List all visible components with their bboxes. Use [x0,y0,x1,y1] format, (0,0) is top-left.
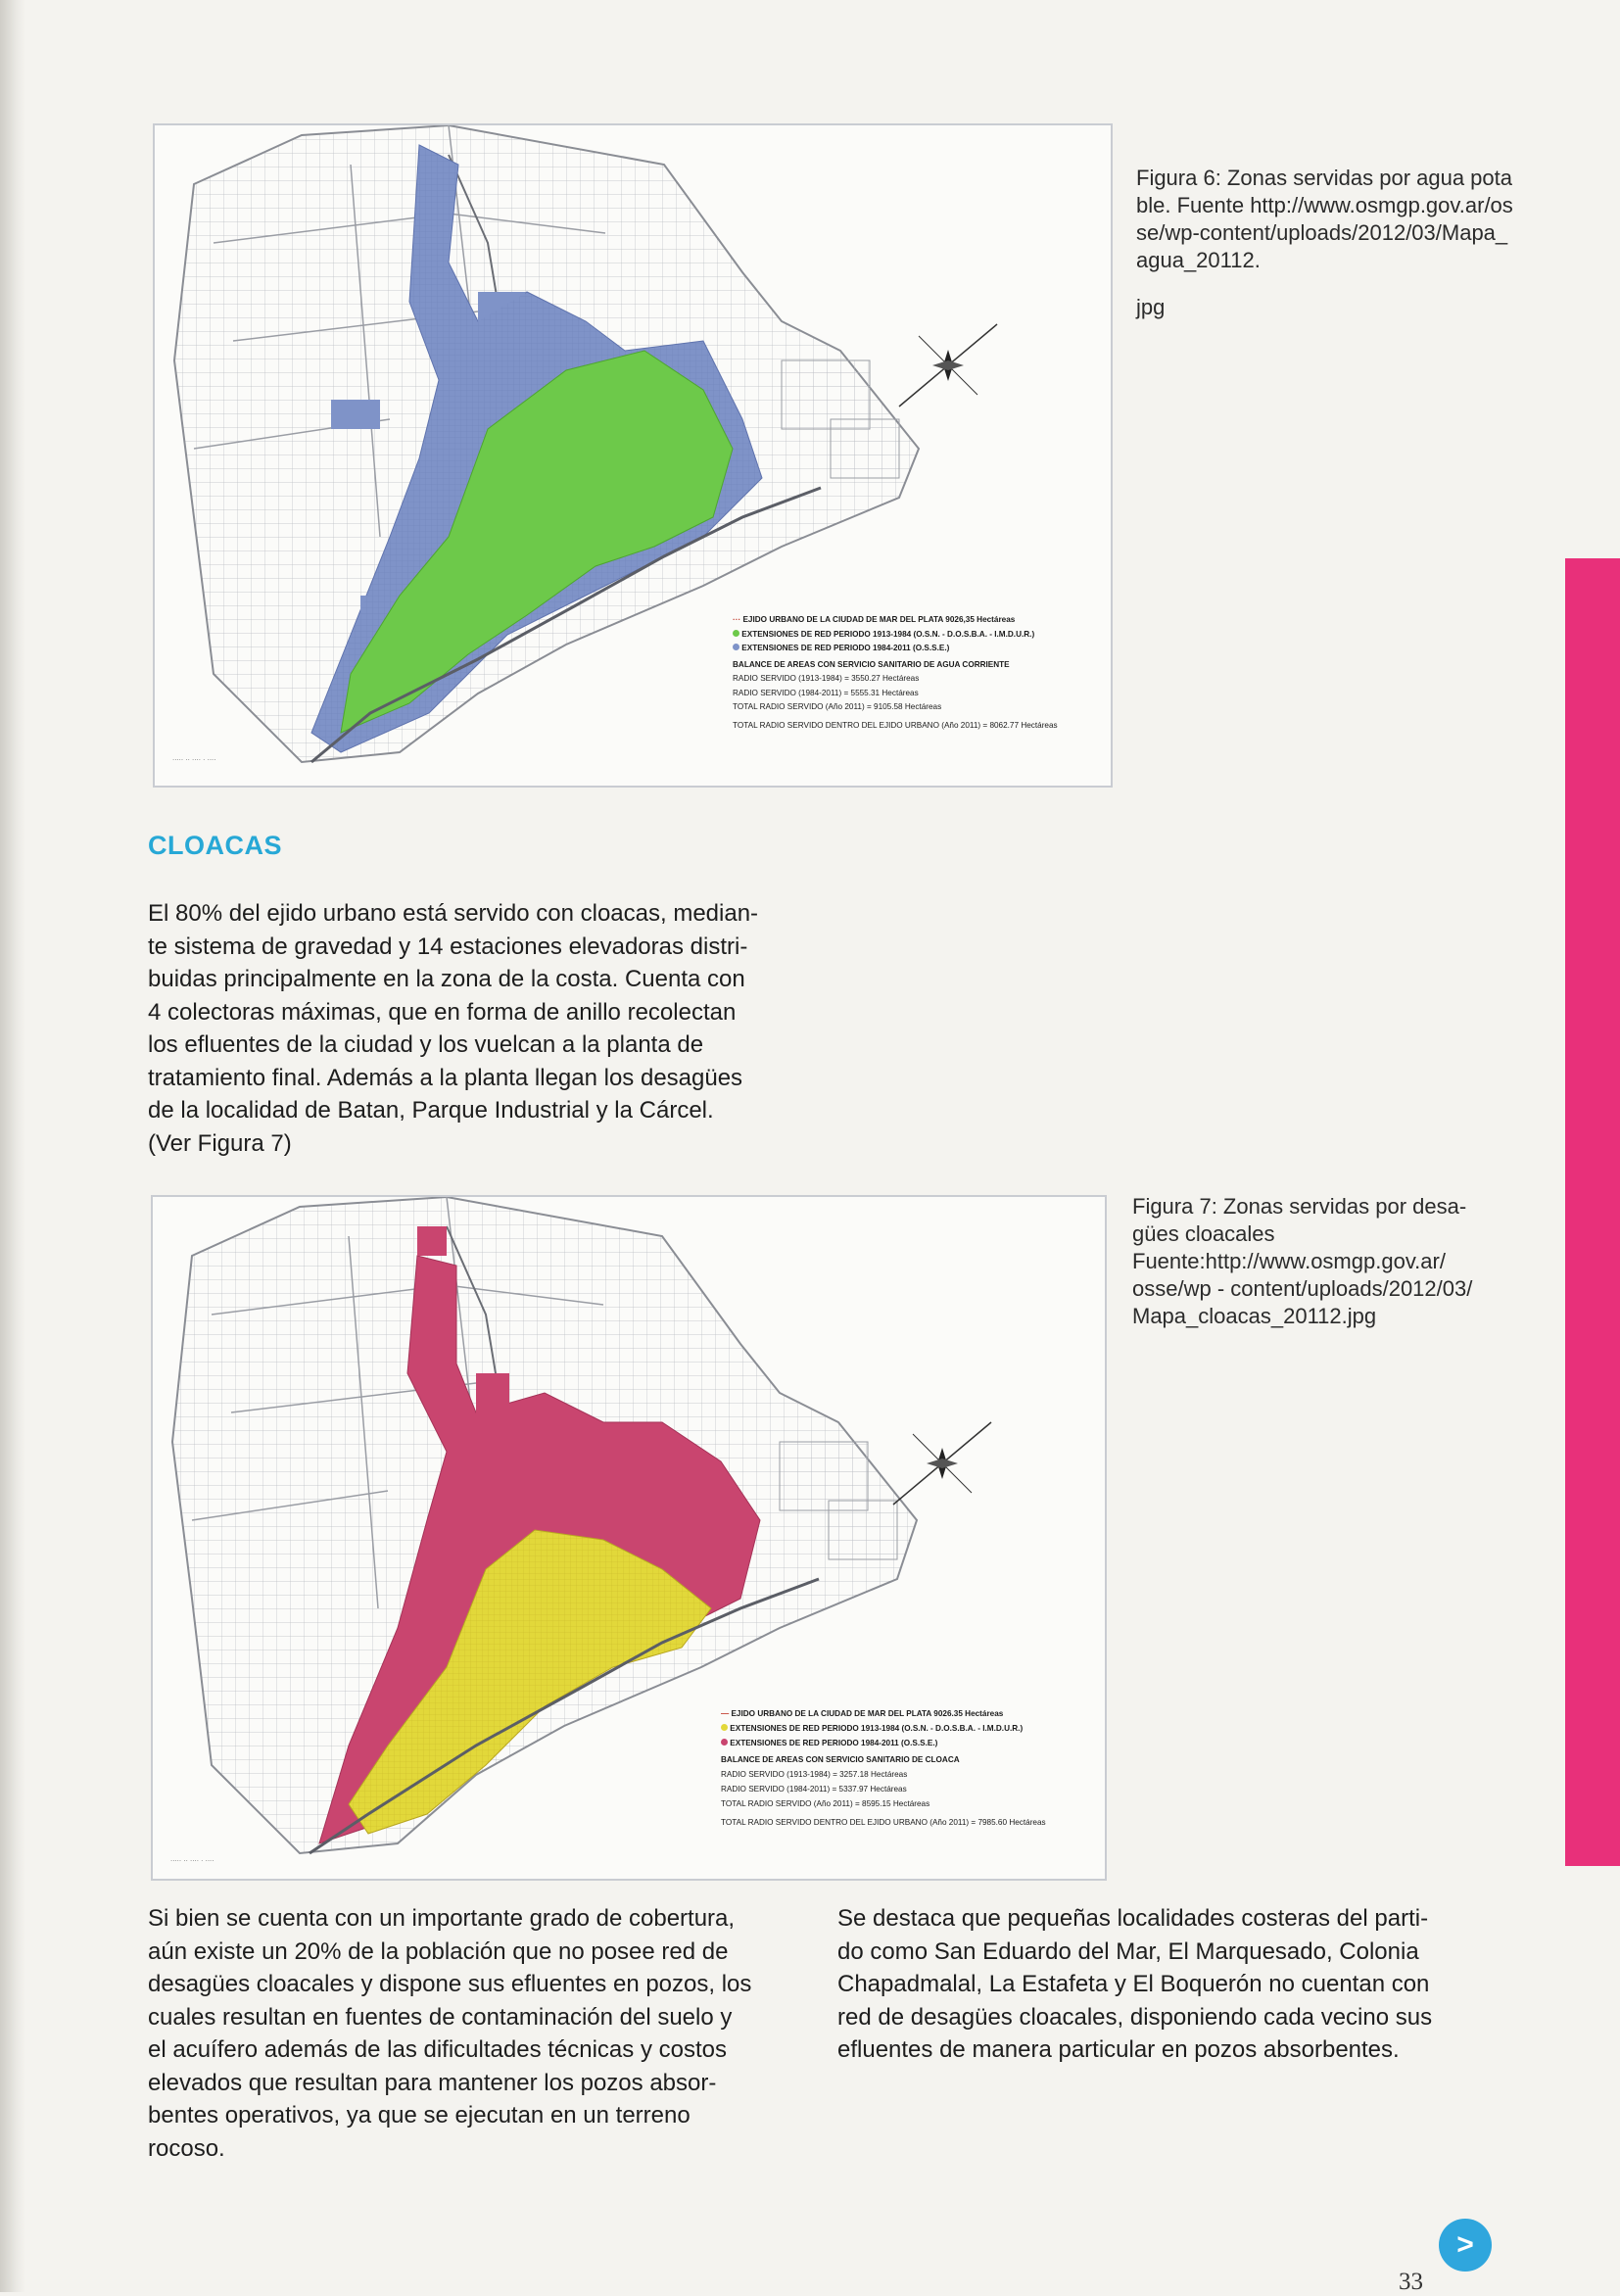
binding-gutter [0,0,25,2292]
legend-radio-new: RADIO SERVIDO (1984-2011) = 5337.97 Hectáreas [721,1785,907,1794]
figure-6-legend [733,613,1105,733]
legend-ejido: ··· EJIDO URBANO DE LA CIUDAD DE MAR DEL PLATA 9026,35 Hectáreas [733,615,1016,624]
legend-radio-total: TOTAL RADIO SERVIDO (Año 2011) = 8595.15 Hectáreas [721,1799,930,1808]
legend-radio-old: RADIO SERVIDO (1913-1984) = 3550.27 Hectáreas [733,674,920,683]
section-paragraph: El 80% del ejido urbano está servido con cloacas, median- te sistema de gravedad y 14 estaciones elevadoras distri- buidas principalmente en la zona de la costa. Cuenta con 4 colectoras máximas, que en forma de anillo recolectan los efluentes de la ciudad y los vuelcan a la planta de tratamiento final. Además a la planta llegan los desagües de la localidad de Batan, Parque Industrial y la Cárcel. (Ver Figura 7) [148,900,759,1157]
bottom-right-paragraph: Se destaca que pequeñas localidades costeras del parti- do como San Eduardo del Mar, El Marquesado, Colonia Chapadmalal, La Estafeta y El Boquerón no cuentan con red de desagües cloacales, disponiendo cada vecino sus efluentes de manera particular en pozos absorbentes. [837,1905,1433,2063]
legend-radio-ejido: TOTAL RADIO SERVIDO DENTRO DEL EJIDO URBANO (Año 2011) = 7985.60 Hectáreas [721,1818,1046,1827]
legend-radio-total: TOTAL RADIO SERVIDO (Año 2011) = 9105.58 Hectáreas [733,702,942,711]
map-corner-note: ····· ·· ···· · ···· [172,756,216,764]
figure-6-caption [1136,165,1518,321]
figure-7-caption-text: Figura 7: Zonas servidas por desa- gües cloacales Fuente:http://www.osmgp.gov.ar/ osse/wp - content/uploads/2012/03/ Mapa_cloacas_20112.jpg [1132,1194,1473,1328]
figure-6-map [153,123,1113,788]
figure-6-caption-text: Figura 6: Zonas servidas por agua potable. Fuente http://www.osmgp.gov.ar/osse/wp-content/uploads/2012/03/Mapa_agua_20112. [1136,166,1513,272]
compass-rose-icon [893,1422,991,1505]
bottom-left-paragraph: Si bien se cuenta con un importante grado de cobertura, aún existe un 20% de la población que no posee red de desagües cloacales y dispone sus efluentes en pozos, los cuales resultan en fuentes de contaminación del suelo y el acuífero además de las dificultades técnicas y costos elevados que resultan para mantener los pozos absor- bentes operativos, ya que se ejecutan en un terreno rocoso. [148,1905,752,2162]
section-title: CLOACAS [148,831,282,860]
legend-period-old: EXTENSIONES DE RED PERIODO 1913-1984 (O.S.N. - D.O.S.B.A. - I.M.D.U.R.) [721,1721,1103,1736]
legend-radio-old: RADIO SERVIDO (1913-1984) = 3257.18 Hectáreas [721,1770,908,1779]
legend-radio-new: RADIO SERVIDO (1984-2011) = 5555.31 Hectáreas [733,688,919,697]
next-arrow-icon: > [1456,2228,1474,2261]
compass-rose-icon [899,324,997,407]
legend-period-new: EXTENSIONES DE RED PERIODO 1984-2011 (O.S.S.E.) [733,642,1105,656]
figure-6-caption-tail: jpg [1136,295,1166,319]
page-number: 33 [1399,2269,1423,2295]
section-color-tab [1565,558,1620,1866]
legend-radio-ejido: TOTAL RADIO SERVIDO DENTRO DEL EJIDO URBANO (Año 2011) = 8062.77 Hectáreas [733,720,1058,730]
figure-7-map [151,1195,1107,1881]
legend-balance-title: BALANCE DE AREAS CON SERVICIO SANITARIO DE AGUA CORRIENTE [733,659,1010,669]
legend-period-new: EXTENSIONES DE RED PERIODO 1984-2011 (O.S.S.E.) [721,1736,1103,1750]
map-corner-note-7: ····· ·· ···· · ···· [170,1857,214,1865]
figure-7-caption [1132,1193,1544,1330]
legend-period-old: EXTENSIONES DE RED PERIODO 1913-1984 (O.S.N. - D.O.S.B.A. - I.M.D.U.R.) [733,628,1105,643]
next-page-button[interactable] [1439,2219,1492,2272]
figure-7-legend [721,1706,1103,1830]
legend-ejido: — EJIDO URBANO DE LA CIUDAD DE MAR DEL PLATA 9026.35 Hectáreas [721,1709,1004,1718]
legend-balance-title: BALANCE DE AREAS CON SERVICIO SANITARIO DE CLOACA [721,1755,960,1764]
